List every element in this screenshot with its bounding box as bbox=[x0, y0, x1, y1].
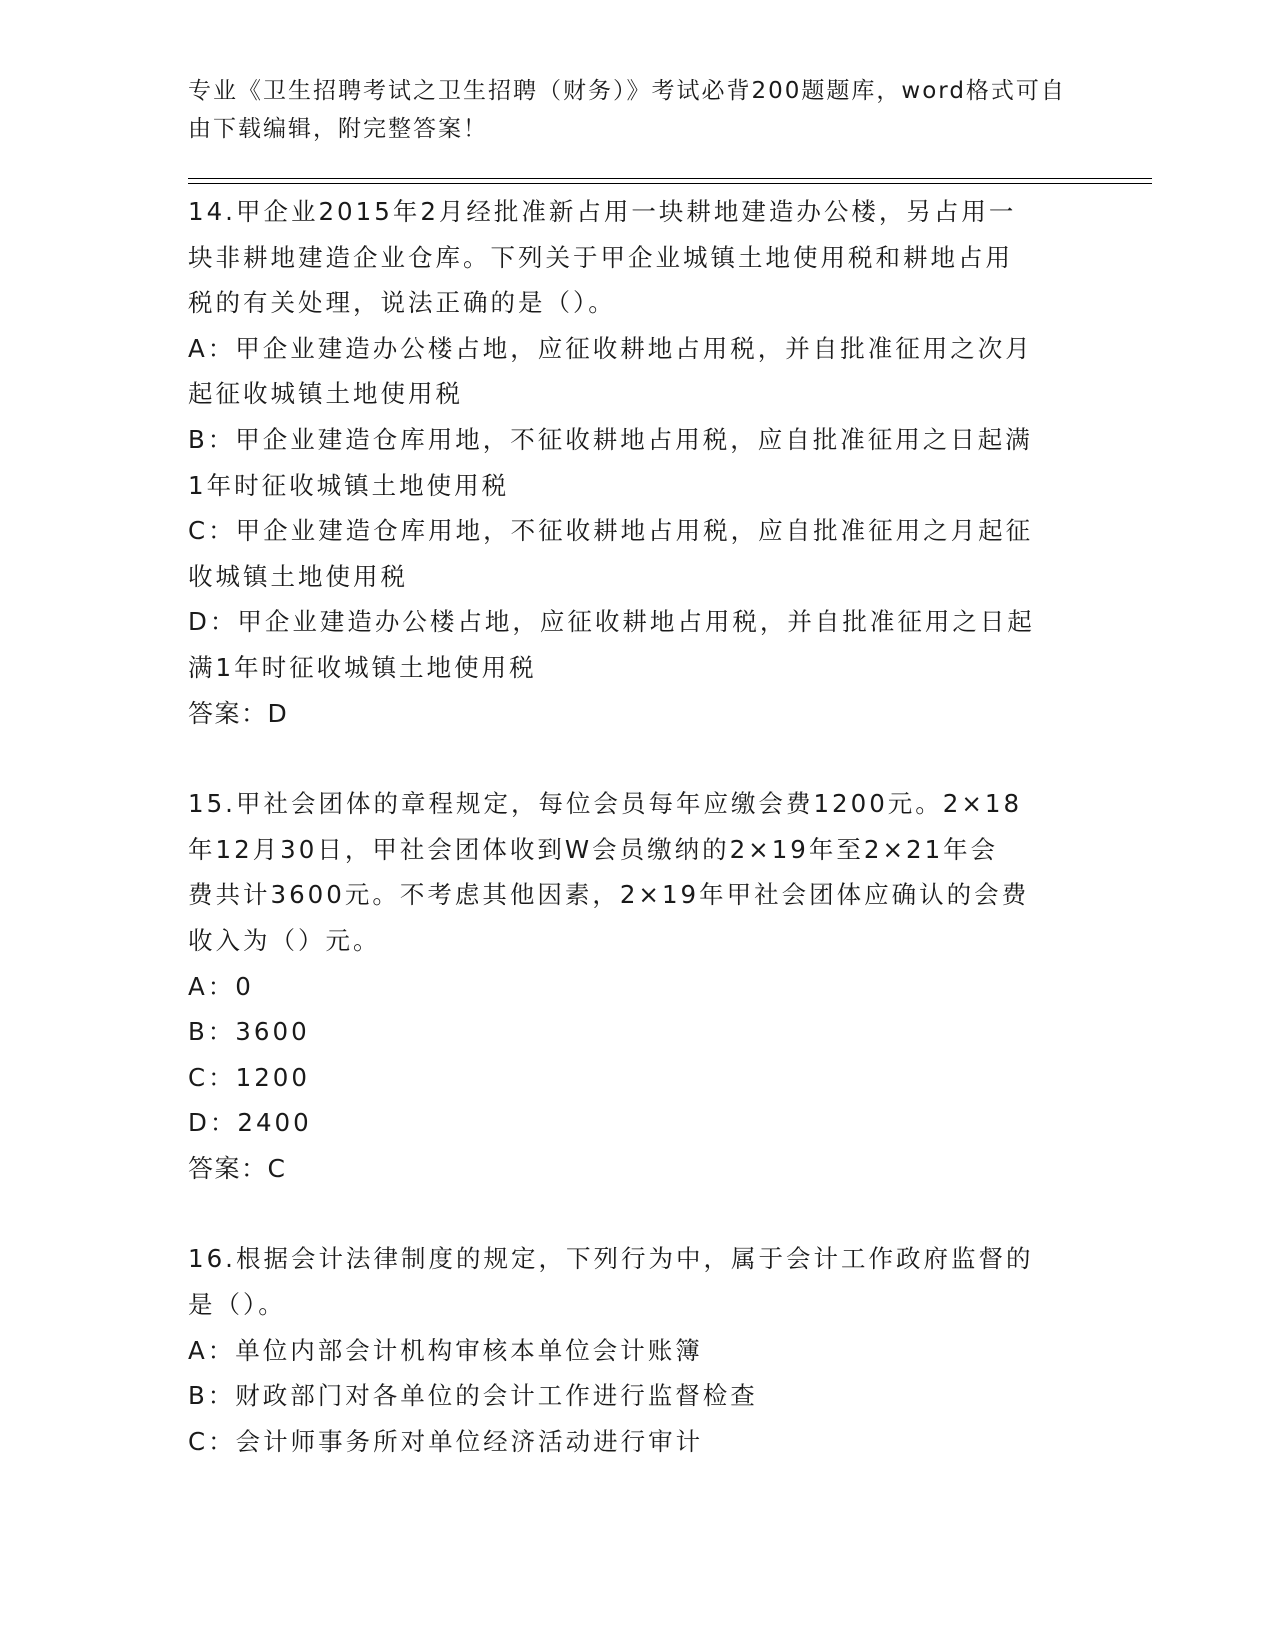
question-stem-line: 收入为（）元。 bbox=[188, 925, 381, 955]
option-d-line: 满1年时征收城镇土地使用税 bbox=[188, 652, 537, 682]
question-stem-line: 年12月30日，甲社会团体收到W会员缴纳的2×19年至2×21年会 bbox=[188, 834, 999, 864]
question-14 bbox=[188, 189, 1083, 736]
question-stem-line: 16.根据会计法律制度的规定，下列行为中，属于会计工作政府监督的 bbox=[188, 1244, 1034, 1274]
header-line-1: 专业《卫生招聘考试之卫生招聘（财务）》考试必背200题题库，word格式可自 bbox=[188, 78, 1066, 104]
question-stem-line: 是（）。 bbox=[188, 1290, 286, 1320]
option-a-line: A：甲企业建造办公楼占地，应征收耕地占用税，并自批准征用之次月 bbox=[188, 333, 1033, 363]
option-c-line: C：1200 bbox=[188, 1062, 310, 1092]
option-b-line: B：财政部门对各单位的会计工作进行监督检查 bbox=[188, 1381, 758, 1411]
option-c-line: C：会计师事务所对单位经济活动进行审计 bbox=[188, 1426, 704, 1456]
option-d-line: D：2400 bbox=[188, 1108, 312, 1138]
option-a-line: A：单位内部会计机构审核本单位会计账簿 bbox=[188, 1335, 703, 1365]
header-line-2: 由下载编辑，附完整答案！ bbox=[188, 116, 488, 142]
option-a-line: A：0 bbox=[188, 971, 254, 1001]
question-spacer bbox=[188, 1191, 1083, 1236]
option-b-line: B：3600 bbox=[188, 1017, 310, 1047]
question-stem-line: 块非耕地建造企业仓库。下列关于甲企业城镇土地使用税和耕地占用 bbox=[188, 242, 1013, 272]
question-spacer bbox=[188, 736, 1083, 781]
option-b-line: B：甲企业建造仓库用地，不征收耕地占用税，应自批准征用之日起满 bbox=[188, 424, 1033, 454]
question-stem-line: 税的有关处理，说法正确的是（）。 bbox=[188, 288, 616, 318]
question-16 bbox=[188, 1236, 1083, 1464]
answer-line: 答案：C bbox=[188, 1153, 287, 1183]
question-stem-line: 15.甲社会团体的章程规定，每位会员每年应缴会费1200元。2×18 bbox=[188, 789, 1023, 819]
question-stem-line: 14.甲企业2015年2月经批准新占用一块耕地建造办公楼，另占用一 bbox=[188, 197, 1017, 226]
option-c-line: C：甲企业建造仓库用地，不征收耕地占用税，应自批准征用之月起征 bbox=[188, 516, 1034, 546]
option-a-line: 起征收城镇土地使用税 bbox=[188, 379, 463, 409]
question-stem-line: 费共计3600元。不考虑其他因素，2×19年甲社会团体应确认的会费 bbox=[188, 880, 1030, 910]
option-d-line: D：甲企业建造办公楼占地，应征收耕地占用税，并自批准征用之日起 bbox=[188, 607, 1035, 637]
option-b-line: 1年时征收城镇土地使用税 bbox=[188, 470, 510, 500]
question-list bbox=[188, 189, 1083, 1464]
header-divider-bottom bbox=[188, 183, 1152, 184]
document-header bbox=[188, 72, 1068, 148]
header-divider-top bbox=[188, 178, 1152, 179]
question-15 bbox=[188, 781, 1083, 1191]
option-c-line: 收城镇土地使用税 bbox=[188, 561, 408, 591]
answer-line: 答案：D bbox=[188, 698, 289, 728]
